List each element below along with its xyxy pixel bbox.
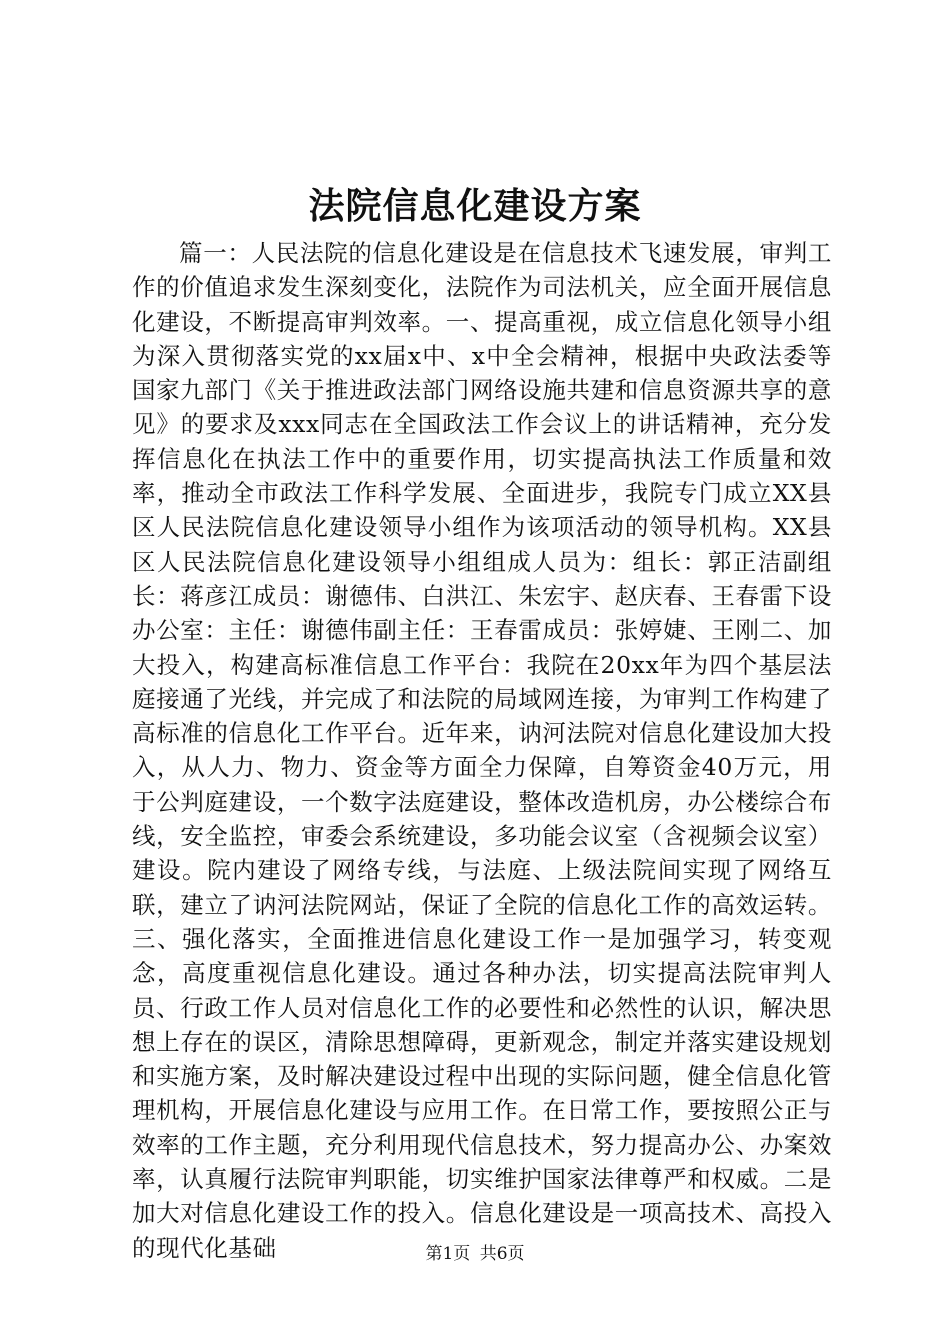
page-number: 第1页 <box>425 1244 471 1264</box>
document-title: 法院信息化建设方案 <box>308 185 642 227</box>
document-body-paragraph: 篇一：人民法院的信息化建设是在信息技术飞速发展，审判工作的价值追求发生深刻变化，法院作为司法机关，应全面开展信息化建设，不断提高审判效率。一、提高重视，成立信息化领导小组为深入贯彻落实党的xx届x中、x中全会精神，根据中央政法委等国家九部门《关于推进政法部门网络设施共建和信息资源共享的意见》的要求及xxx同志在全国政法工作会议上的讲话精神，充分发挥信息化在执法工作中的重要作用，切实提高执法工作质量和效率，推动全市政法工作科学发展、全面进步，我院专门成立XX县区人民法院信息化建设领导小组作为该项活动的领导机构。XX县区人民法院信息化建设领导小组组成人员为：组长：郭正洁副组长：蒋彦江成员：谢德伟、白洪江、朱宏宇、赵庆春、王春雷下设办公室：主任：谢德伟副主任：王春雷成员：张婷婕、王刚二、加大投入，构建高标准信息工作平台：我院在20xx年为四个基层法庭接通了光线，并完成了和法院的局域网连接，为审判工作构建了高标准的信息化工作平台。近年来，讷河法院对信息化建设加大投入，从人力、物力、资金等方面全力保障，自筹资金40万元，用于公判庭建设，一个数字法庭建设，整体改造机房，办公楼综合布线，安全监控，审委会系统建设，多功能会议室（含视频会议室）建设。院内建设了网络专线，与法庭、上级法院间实现了网络互联，建立了讷河法院网站，保证了全院的信息化工作的高效运转。三、强化落实，全面推进信息化建设工作一是加强学习，转变观念，高度重视信息化建设。通过各种办法，切实提高法院审判人员、行政工作人员对信息化工作的必要性和必然性的认识，解决思想上存在的误区，清除思想障碍，更新观念，制定并落实建设规划和实施方案，及时解决建设过程中出现的实际问题，健全信息化管理机构，开展信息化建设与应用工作。在日常工作，要按照公正与效率的工作主题，充分利用现代信息技术，努力提高办公、办案效率，认真履行法院审判职能，切实维护国家法律尊严和权威。二是加大对信息化建设工作的投入。信息化建设是一项高技术、高投入的现代化基础 <box>132 239 832 1262</box>
page-total: 共6页 <box>479 1244 525 1264</box>
page-footer <box>0 1242 950 1266</box>
